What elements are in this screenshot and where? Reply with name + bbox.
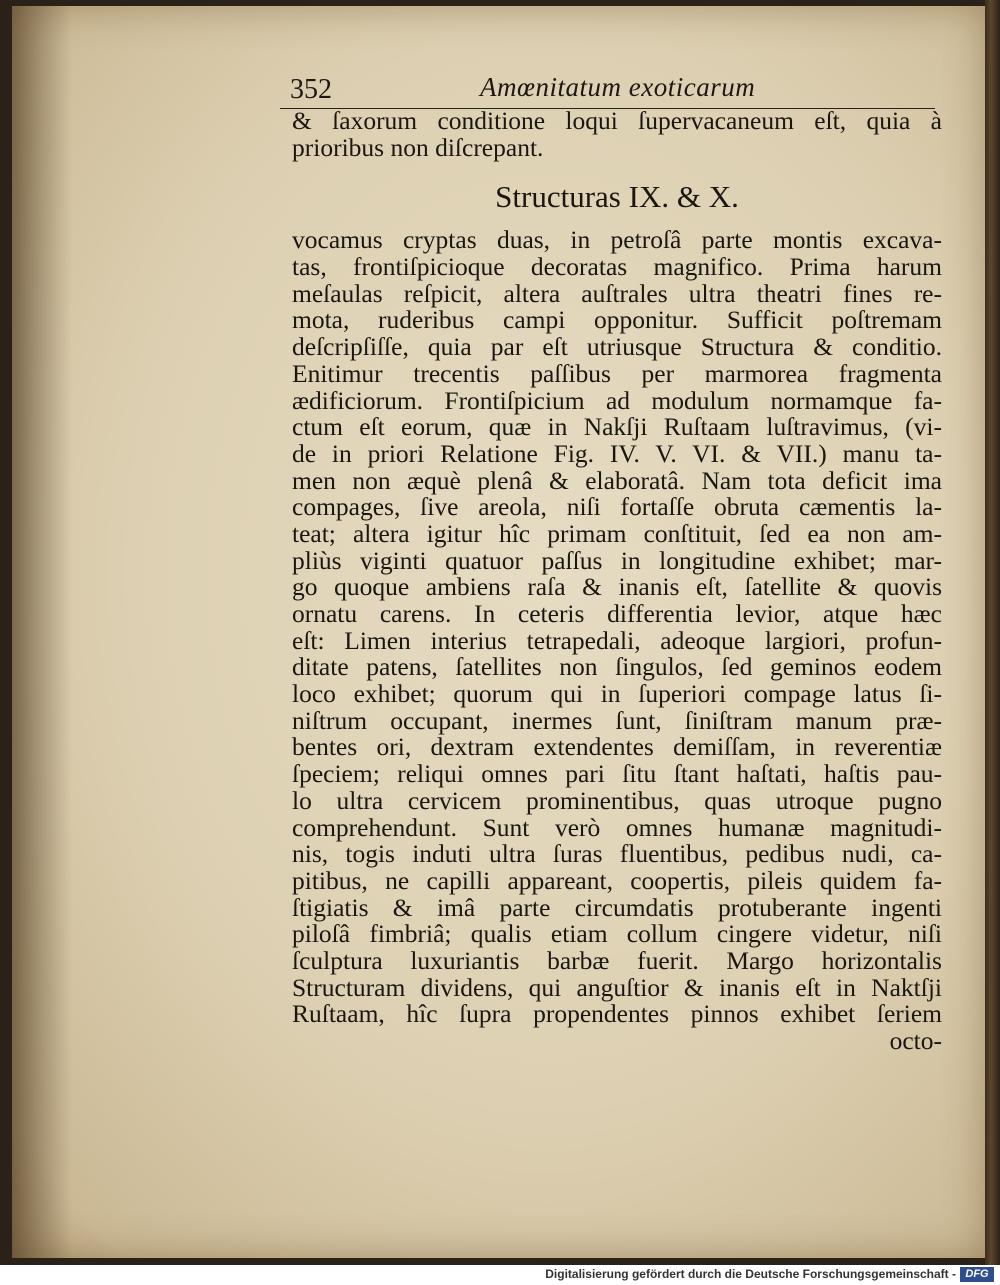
text-line: deſcripſiſſe, quia par eſt utriusque Structura & conditio. <box>292 332 942 362</box>
text-line: ſculptura luxuriantis barbæ fuerit. Margo horizontalis <box>292 945 942 975</box>
catchword: octo- <box>889 1026 942 1055</box>
text-line: eſt: Limen interius tetrapedali, adeoque largiori, profun- <box>292 625 942 655</box>
text-line: & ſaxorum conditione loqui ſupervacaneum eſt, quia à <box>292 106 942 135</box>
text-line: Enitimur trecentis paſſibus per marmorea fragmenta <box>292 358 942 388</box>
text-line: nis, togis induti ultra ſuras fluentibus, pedibus nudi, ca- <box>292 839 942 869</box>
footer-bar <box>0 1265 1000 1285</box>
main-text-block <box>292 108 942 1055</box>
text-line: mota, ruderibus campi opponitur. Sufficit poſtremam <box>292 305 942 335</box>
text-line: niſtrum occupant, inermes ſunt, ſiniſtram manum præ- <box>292 705 942 735</box>
text-line: ædificiorum. Frontiſpicium ad modulum normamque fa- <box>292 385 942 415</box>
text-line: ornatu carens. In ceteris differentia levior, atque hæc <box>292 599 942 628</box>
text-line: ſpeciem; reliqui omnes pari ſitu ſtant haſtati, haſtis pau- <box>292 759 942 789</box>
text-line: go quoque ambiens raſa & inanis eſt, ſatellite & quovis <box>292 572 942 602</box>
running-head <box>280 68 935 109</box>
text-line: men non æquè plenâ & elaboratâ. Nam tota deficit ima <box>292 465 942 495</box>
text-line: teat; altera igitur hîc primam conſtituit, ſed ea non am- <box>292 518 942 548</box>
text-line: comprehendunt. Sunt verò omnes humanæ magnitudi- <box>292 812 942 842</box>
text-line: bentes ori, dextram extendentes demiſſam, in reverentiæ <box>292 732 942 762</box>
text-line: prioribus non diſcrepant. <box>292 132 544 162</box>
text-line: loco exhibet; quorum qui in ſuperiori compage latus ſi- <box>292 679 942 709</box>
text-line: vocamus cryptas duas, in petroſâ parte montis excava- <box>292 225 942 255</box>
text-line: piloſâ fimbriâ; qualis etiam collum cingere videtur, niſi <box>292 919 942 949</box>
text-line: compages, ſive areola, niſi fortaſſe obruta cæmentis la- <box>292 492 942 522</box>
text-line: pliùs viginti quatuor paſſus in longitudine exhibet; mar- <box>292 545 942 575</box>
text-line: ditate patens, ſatellites non ſingulos, ſed geminos eodem <box>292 652 942 682</box>
book-cover-edge <box>985 0 1000 1265</box>
text-line: tas, frontiſpicioque decoratas magnifico. Prima harum <box>292 252 942 282</box>
funding-credit: Digitalisierung gefördert durch die Deutsche Forschungsgemeinschaft - <box>545 1267 956 1281</box>
text-line: ctum eſt eorum, quæ in Nakſji Ruſtaam luſtravimus, (vi- <box>292 412 942 442</box>
running-title: Amœnitatum exoticarum <box>480 72 756 102</box>
text-line: pitibus, ne capilli appareant, coopertis, pileis quidem fa- <box>292 865 942 895</box>
page-number: 352 <box>290 74 332 105</box>
section-heading: Structuras IX. & X. <box>495 179 739 215</box>
page-gutter-shadow <box>12 6 72 1258</box>
dfg-logo: DFG <box>960 1267 994 1282</box>
text-line: Ruſtaam, hîc ſupra propendentes pinnos exhibet ſeriem <box>292 999 942 1029</box>
text-line: Structuram dividens, qui anguſtior & inanis eſt in Naktſji <box>292 972 942 1002</box>
text-line: meſaulas reſpicit, altera auſtrales ultra theatri fines re- <box>292 278 942 308</box>
text-line: ſtigiatis & imâ parte circumdatis protuberante ingenti <box>292 892 942 922</box>
text-line: de in priori Relatione Fig. IV. V. VI. & VII.) manu ta- <box>292 438 942 468</box>
text-line: lo ultra cervicem prominentibus, quas utroque pugno <box>292 785 942 815</box>
